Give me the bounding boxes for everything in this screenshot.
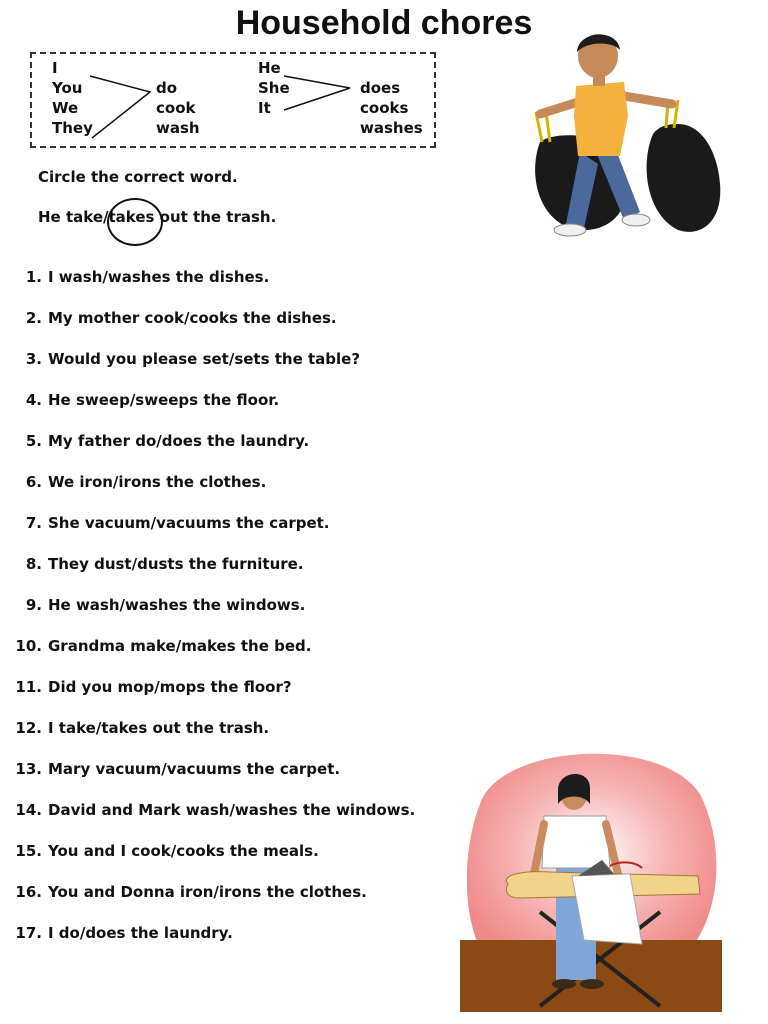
left-subject: I (52, 59, 58, 77)
sentence-item[interactable]: 9. He wash/washes the windows. (25, 596, 306, 614)
left-subject: We (52, 99, 79, 117)
sentence-item[interactable]: 17. I do/does the laundry. (15, 924, 233, 942)
example-suffix: out the trash. (154, 208, 277, 226)
right-subject: She (258, 79, 290, 97)
sentence-item[interactable]: 5. My father do/does the laundry. (25, 432, 310, 450)
page-title: Household chores (235, 4, 533, 42)
example-answer-circle (107, 198, 163, 246)
sentence-item[interactable]: 16. You and Donna iron/irons the clothes. (15, 883, 367, 901)
right-subject: It (258, 99, 271, 117)
woman-ironing-illustration (460, 744, 722, 1012)
sentence-item[interactable]: 13. Mary vacuum/vacuums the carpet. (15, 760, 341, 778)
left-subject: They (52, 119, 93, 137)
instruction: Circle the correct word. (38, 168, 238, 186)
sentence-item[interactable]: 4. He sweep/sweeps the floor. (25, 391, 280, 409)
sentence-item[interactable]: 2. My mother cook/cooks the dishes. (25, 309, 337, 327)
sentence-item[interactable]: 15. You and I cook/cooks the meals. (15, 842, 319, 860)
example-prefix: He take/ (38, 208, 109, 226)
sentence-item[interactable]: 10. Grandma make/makes the bed. (15, 637, 312, 655)
sentence-item[interactable]: 12. I take/takes out the trash. (15, 719, 270, 737)
sentence-item[interactable]: 6. We iron/irons the clothes. (25, 473, 267, 491)
sentence-item[interactable]: 3. Would you please set/sets the table? (25, 350, 361, 368)
sentence-item[interactable]: 8. They dust/dusts the furniture. (25, 555, 304, 573)
right-verb: does (360, 79, 401, 97)
right-verb: washes (360, 119, 423, 137)
left-verb: cook (156, 99, 196, 117)
sentence-item[interactable]: 11. Did you mop/mops the floor? (15, 678, 292, 696)
right-subject: He (258, 59, 281, 77)
left-subject: You (52, 79, 83, 97)
sentence-item[interactable]: 14. David and Mark wash/washes the windows. (15, 801, 416, 819)
left-verb: do (156, 79, 178, 97)
conjugation-box (30, 52, 436, 148)
boy-trash-bags-illustration (528, 24, 728, 246)
right-verb: cooks (360, 99, 409, 117)
sentence-item[interactable]: 7. She vacuum/vacuums the carpet. (25, 514, 330, 532)
left-verb: wash (156, 119, 200, 137)
sentence-item[interactable]: 1. I wash/washes the dishes. (25, 268, 270, 286)
example-circled-word: takes (108, 208, 155, 226)
